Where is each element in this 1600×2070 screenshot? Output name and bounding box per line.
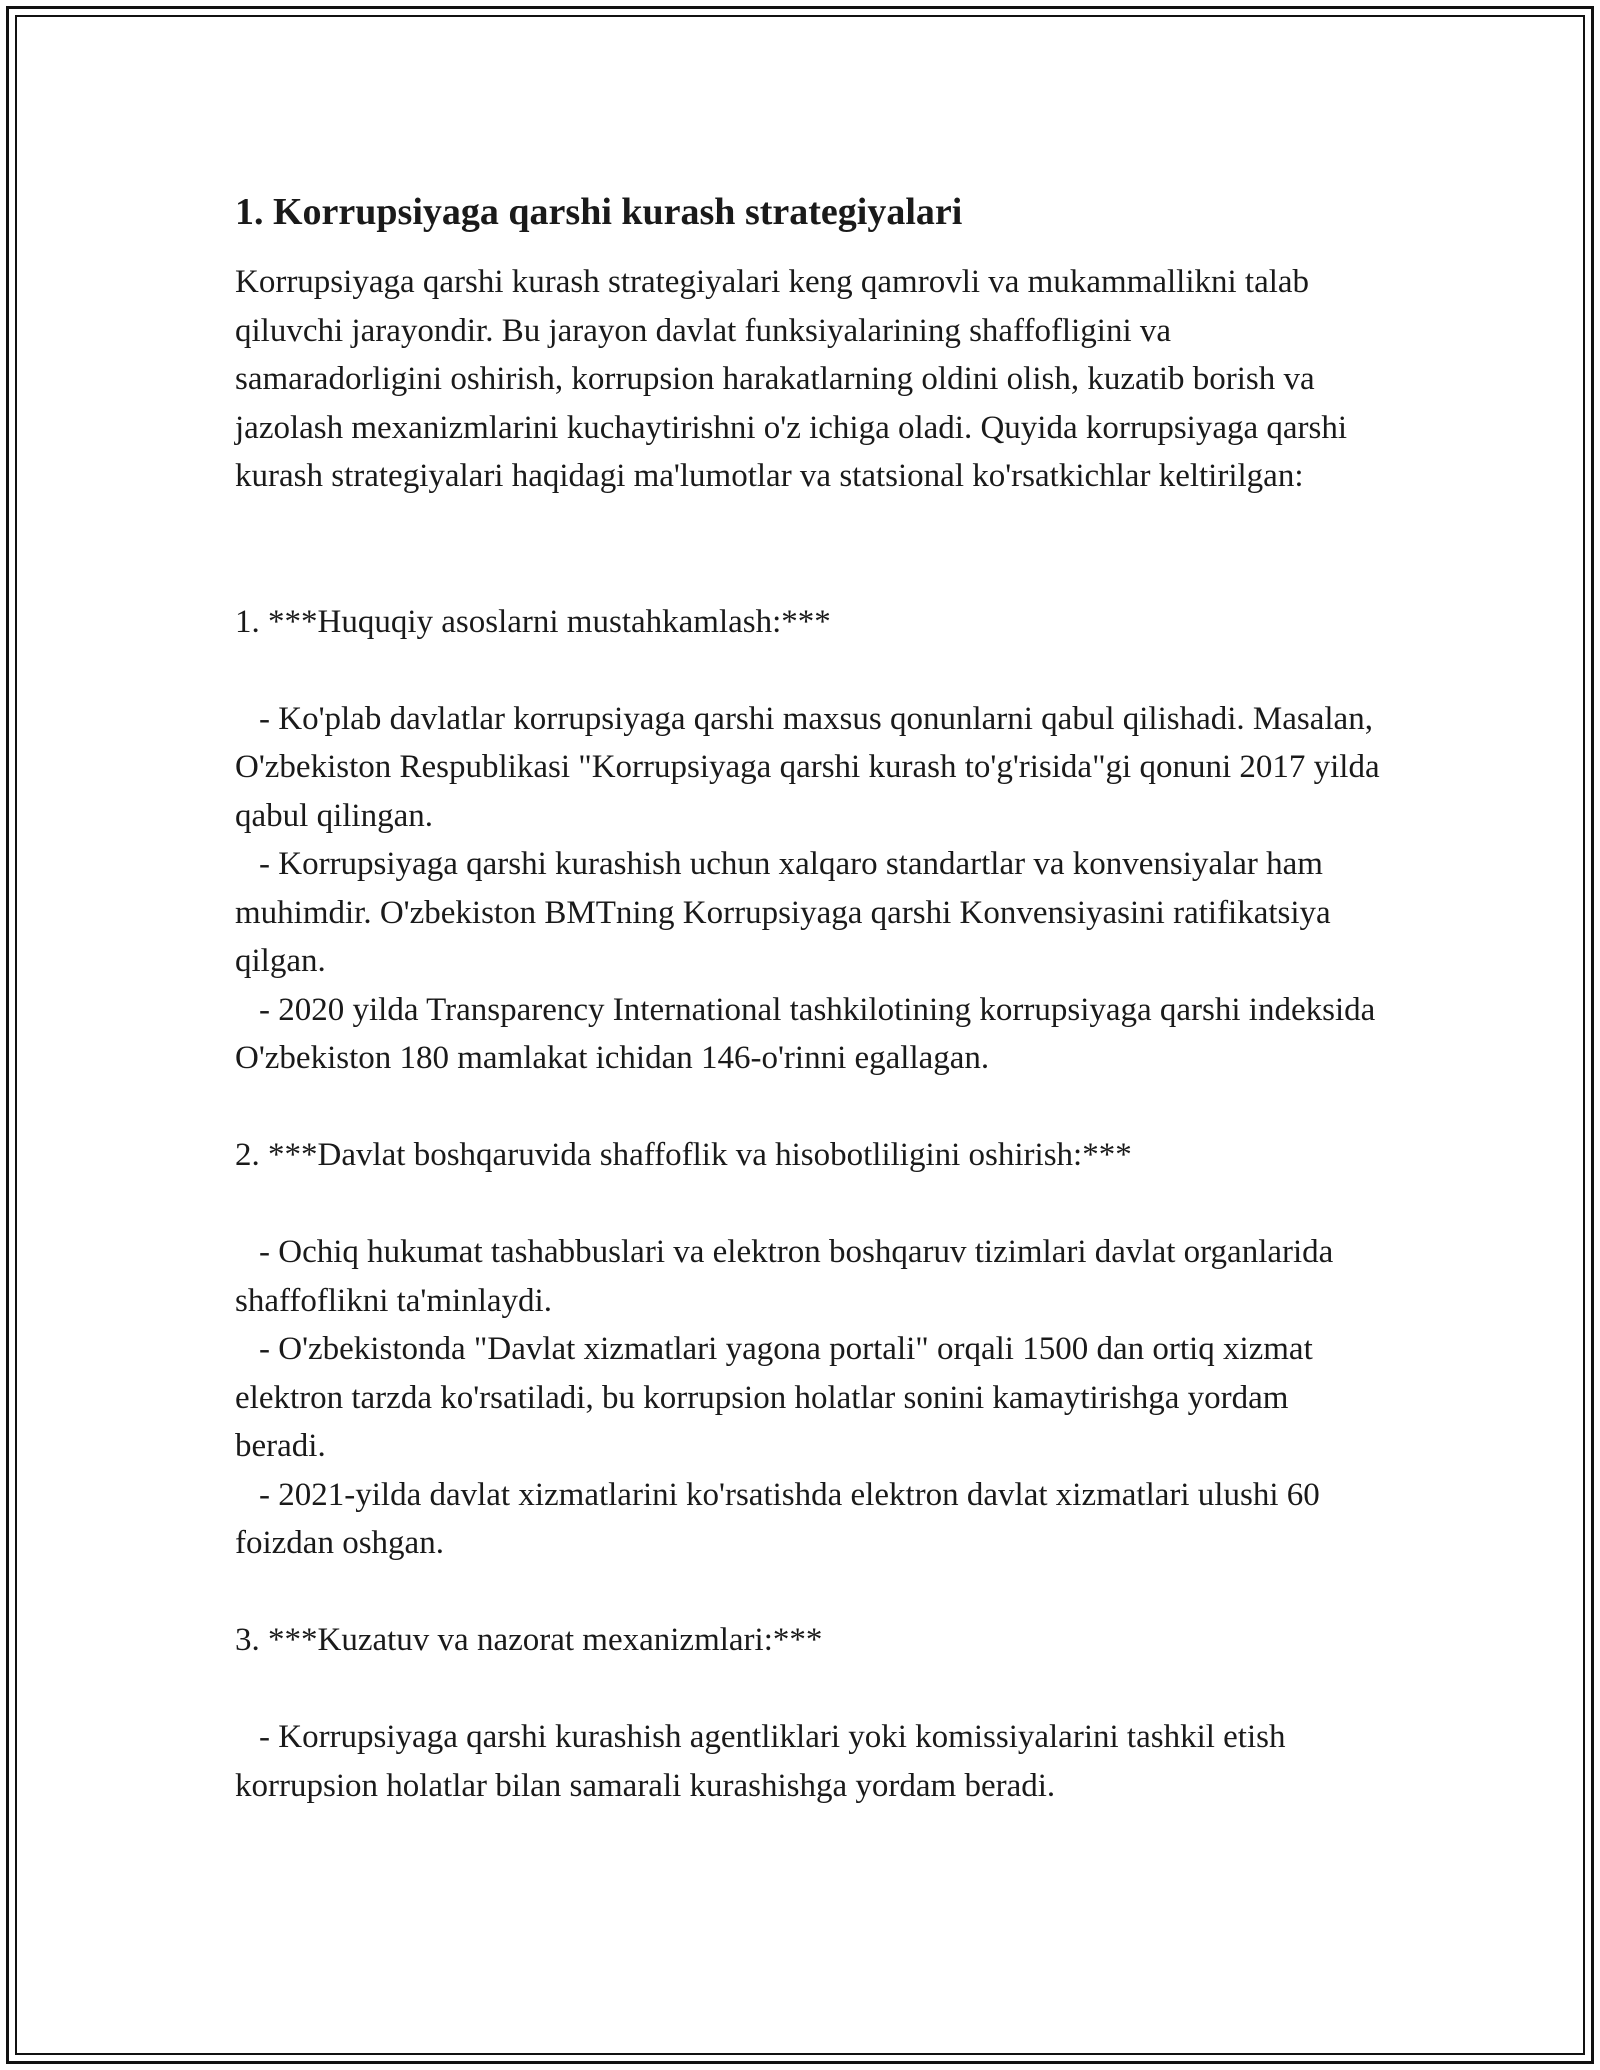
section-3-bullet-1: - Korrupsiyaga qarshi kurashish agentliklari yoki komissiyalarini tashkil etish korrupsion holatlar bilan samarali kurashishga yordam beradi.	[235, 1719, 1286, 1804]
section-2-bullet-1: - Ochiq hukumat tashabbuslari va elektron boshqaruv tizimlari davlat organlarida shaffoflikni ta'minlaydi.	[235, 1234, 1334, 1319]
section-1-bullet-2: - Korrupsiyaga qarshi kurashish uchun xalqaro standartlar va konvensiyalar ham muhimdir. O'zbekiston BMTning Korrupsiyaga qarshi Konvensiyasini ratifikatsiya qilgan.	[235, 846, 1331, 979]
section-2-bullet-2: - O'zbekistonda "Davlat xizmatlari yagona portali" orqali 1500 dan ortiq xizmat elektron tarzda ko'rsatiladi, bu korrupsion holatlar sonini kamaytirishga yordam beradi.	[235, 1331, 1313, 1464]
section-1-heading: 1. ***Huquqiy asoslarni mustahkamlash:***	[235, 603, 831, 640]
document-body	[235, 186, 1385, 1810]
document-title: 1. Korrupsiyaga qarshi kurash strategiyalari	[235, 191, 963, 233]
section-2-heading: 2. ***Davlat boshqaruvida shaffoflik va hisobotliligini oshirish:***	[235, 1137, 1132, 1173]
section-1-bullet-1: - Ko'plab davlatlar korrupsiyaga qarshi maxsus qonunlarni qabul qilishadi. Masalan, O'zbekiston Respublikasi "Korrupsiyaga qarshi kurash to'g'risida"gi qonuni 2017 yilda qabul qilingan.	[235, 700, 1380, 834]
section-2-bullet-3: - 2021-yilda davlat xizmatlarini ko'rsatishda elektron davlat xizmatlari ulushi 60 foizdan oshgan.	[235, 1476, 1320, 1561]
intro-paragraph: Korrupsiyaga qarshi kurash strategiyalari keng qamrovli va mukammallikni talab qiluvchi jarayondir. Bu jarayon davlat funksiyalarining shaffofligini va samaradorligini oshirish, korrupsion harakatlarning oldini olish, kuzatib borish va jazolash mexanizmlarini kuchaytirishni o'z ichiga oladi. Quyida korrupsiyaga qarshi kurash strategiyalari haqidagi ma'lumotlar va statsional ko'rsatkichlar keltirilgan:	[235, 264, 1348, 494]
section-3-heading: 3. ***Kuzatuv va nazorat mexanizmlari:***	[235, 1622, 823, 1658]
section-1-bullet-3: - 2020 yilda Transparency International tashkilotining korrupsiyaga qarshi indeksida O'zbekiston 180 mamlakat ichidan 146-o'rinni egallagan.	[235, 991, 1376, 1076]
